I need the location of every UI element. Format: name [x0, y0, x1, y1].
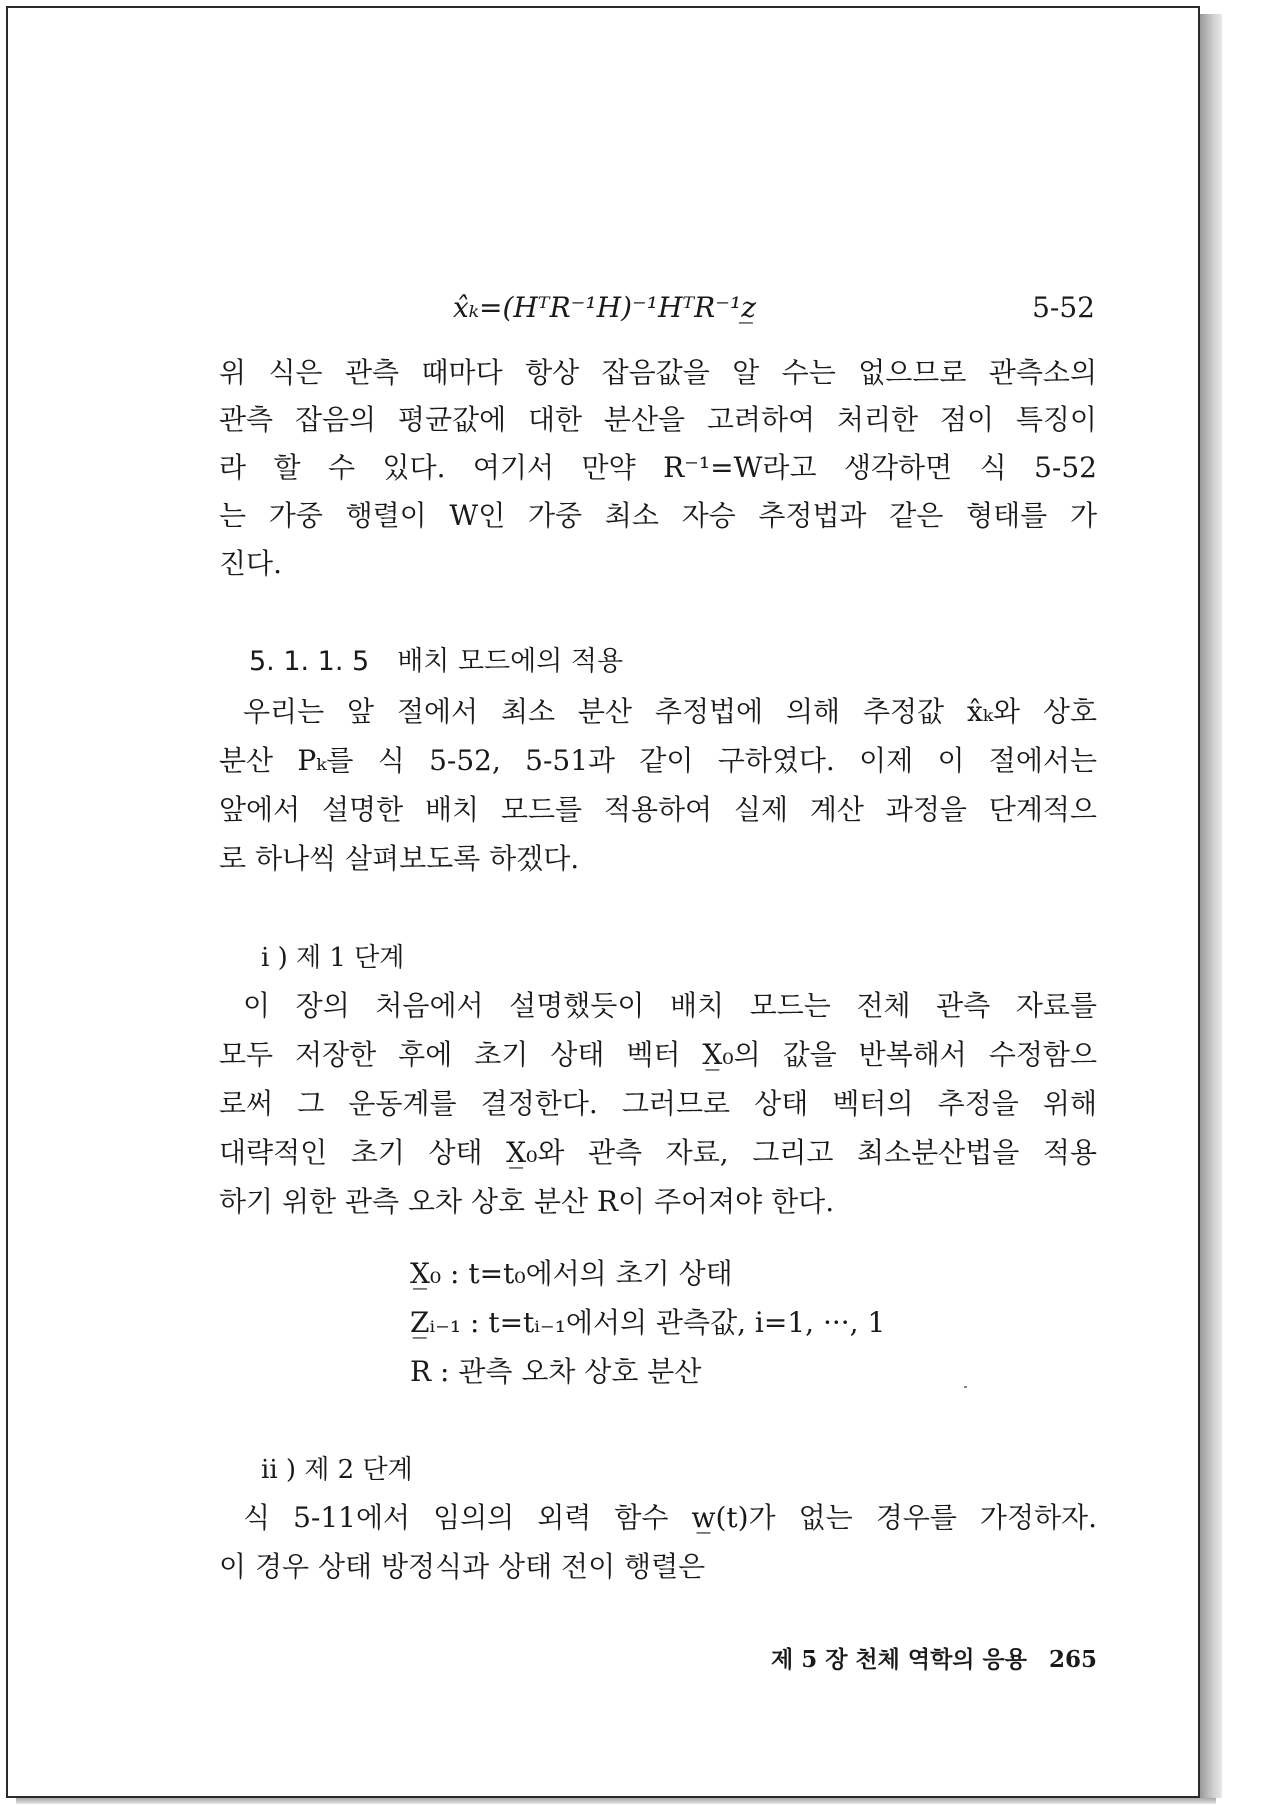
paragraph-line: 대략적인 초기 상태 X̲₀와 관측 자료, 그리고 최소분산법을 적용 — [219, 1136, 1097, 1169]
book-page — [6, 6, 1200, 1798]
scan-speck — [964, 1386, 967, 1388]
equation-number: 5-52 — [1032, 291, 1095, 324]
page-number: 265 — [1048, 1646, 1097, 1673]
page-footer — [219, 1644, 1097, 1676]
paragraph-line: 하기 위한 관측 오차 상호 분산 R이 주어져야 한다. — [219, 1185, 835, 1218]
definition-covariance: R : 관측 오차 상호 분산 — [410, 1355, 702, 1388]
running-footer-chapter: 제 5 장 천체 역학의 응용 — [770, 1646, 1027, 1673]
page-bottom-shadow — [16, 1798, 1216, 1804]
paragraph-line: 이 경우 상태 방정식과 상태 전이 행렬은 — [219, 1550, 706, 1583]
equation-formula: x̂ₖ=(HᵀR⁻¹H)⁻¹HᵀR⁻¹z̲ — [453, 291, 757, 324]
paragraph-line: 로 하나씩 살펴보도록 하겠다. — [219, 842, 580, 875]
paragraph-line: 진다. — [219, 547, 282, 580]
paragraph-line: 관측 잡음의 평균값에 대한 분산을 고려하여 처리한 점이 특징이 — [219, 403, 1097, 436]
definition-initial-state: X̲₀ : t=t₀에서의 초기 상태 — [410, 1257, 733, 1290]
paragraph-line: 분산 Pₖ를 식 5-52, 5-51과 같이 구하였다. 이제 이 절에서는 — [219, 744, 1097, 777]
paragraph-line: 이 장의 처음에서 설명했듯이 배치 모드는 전체 관측 자료를 — [243, 989, 1097, 1022]
paragraph-line: 는 가중 행렬이 W인 가중 최소 자승 추정법과 같은 형태를 가 — [219, 499, 1097, 532]
paragraph-line: 앞에서 설명한 배치 모드를 적용하여 실제 계산 과정을 단계적으 — [219, 793, 1097, 826]
paragraph-line: 우리는 앞 절에서 최소 분산 추정법에 의해 추정값 x̂ₖ와 상호 — [243, 695, 1097, 728]
paragraph-line: 모두 저장한 후에 초기 상태 벡터 X̲₀의 값을 반복해서 수정함으 — [219, 1038, 1097, 1071]
page-edge-shadow — [1200, 14, 1222, 1798]
paragraph-line: 식 5-11에서 임의의 외력 함수 w̲(t)가 없는 경우를 가정하자. — [243, 1501, 1097, 1534]
paragraph-line: 위 식은 관측 때마다 항상 잡음값을 알 수는 없으므로 관측소의 — [219, 356, 1097, 389]
section-title: 배치 모드에의 적용 — [397, 646, 624, 677]
step-1-heading: i ) 제 1 단계 — [261, 943, 405, 973]
paragraph-line: 로써 그 운동계를 결정한다. 그러므로 상태 벡터의 추정을 위해 — [219, 1087, 1097, 1120]
section-number: 5. 1. 1. 5 — [249, 646, 370, 677]
step-2-heading: ii ) 제 2 단계 — [261, 1455, 413, 1485]
section-heading — [249, 642, 623, 682]
definition-observation: Z̲ᵢ₋₁ : t=tᵢ₋₁에서의 관측값, i=1, ···, 1 — [410, 1306, 886, 1339]
paragraph-line: 라 할 수 있다. 여기서 만약 R⁻¹=W라고 생각하면 식 5-52 — [219, 451, 1097, 484]
